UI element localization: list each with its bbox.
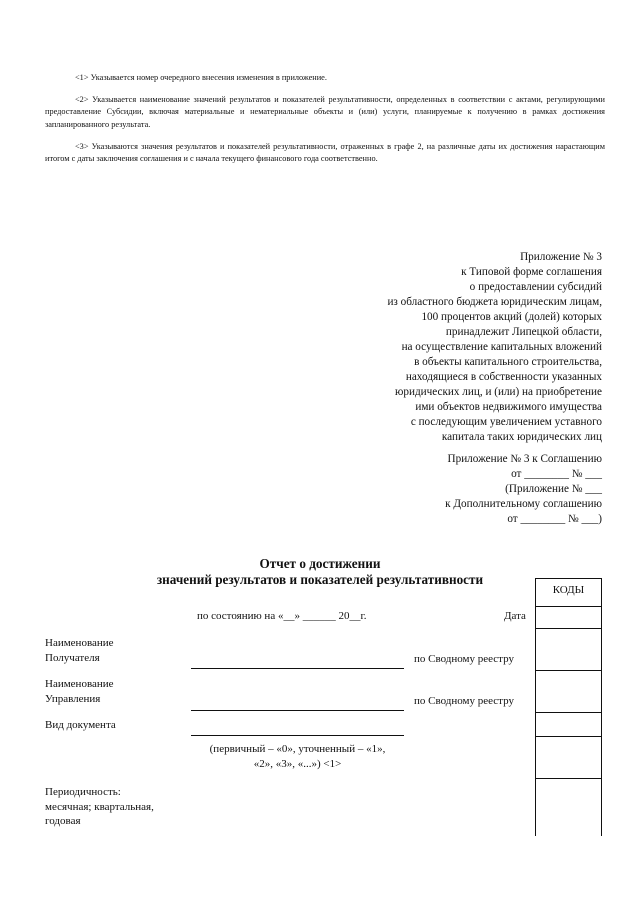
footnote-1: <1> Указывается номер очередного внесения изменения в приложение.: [75, 73, 327, 82]
appendix-line: в объекты капитального строительства,: [414, 356, 602, 368]
doc-type-field[interactable]: [191, 735, 404, 736]
recipient-name-field[interactable]: [191, 668, 404, 669]
footnote-2: <2> Указывается наименование значений результатов и показателей результативности, определенных в соответствии с актами, регулирующими предоставление Субсидии, включая материальные и нематериальные объекты и (или) услуги, планируемые к получению в рамках достижения запланированного результата.: [45, 95, 605, 129]
codes-row-divider: [535, 712, 602, 713]
date-label: Дата: [504, 610, 526, 622]
appendix-line: о предоставлении субсидий: [469, 281, 602, 293]
codes-row-divider: [535, 736, 602, 737]
agreement-line: (Приложение № ___: [505, 483, 602, 495]
codes-table: [535, 578, 602, 836]
registry-label-department: по Сводному реестру: [414, 695, 514, 707]
codes-header: КОДЫ: [552, 584, 585, 596]
appendix-line: находящиеся в собственности указанных: [405, 371, 602, 383]
codes-right-border: [601, 578, 602, 836]
agreement-line: от ________ № ___: [511, 468, 602, 480]
doc-type-hint: [191, 742, 404, 771]
agreement-line: Приложение № 3 к Соглашению: [447, 453, 602, 465]
codes-left-border: [535, 578, 536, 836]
recipient-label: [45, 636, 114, 665]
department-label-line1: Наименование: [45, 678, 114, 690]
registry-label-recipient: по Сводному реестру: [414, 653, 514, 665]
periodicity-label: [45, 785, 154, 829]
doc-type-label: Вид документа: [45, 719, 116, 731]
periodicity-line1: Периодичность:: [45, 786, 121, 798]
appendix-header: [387, 250, 602, 445]
appendix-line: ими объектов недвижимого имущества: [415, 401, 602, 413]
appendix-line: капитала таких юридических лиц: [441, 431, 602, 443]
department-name-field[interactable]: [191, 710, 404, 711]
codes-row-divider: [535, 606, 602, 607]
periodicity-line2: месячная; квартальная,: [45, 800, 154, 813]
agreement-header: [445, 452, 602, 527]
periodicity-line3: годовая: [45, 815, 81, 827]
department-label: [45, 677, 114, 706]
footnote-3: <3> Указываются значения результатов и показателей результативности, отраженных в графе 2, на различные даты их достижения нарастающим итогом с даты заключения соглашения и с начала текущего финансового года соответственно.: [45, 141, 605, 164]
recipient-label-line1: Наименование: [45, 637, 114, 649]
department-label-line2: Управления: [45, 692, 101, 705]
appendix-line: Приложение № 3: [520, 251, 602, 263]
recipient-label-line2: Получателя: [45, 651, 100, 664]
doc-type-hint-line2: «2», «3», «...») <1>: [253, 757, 342, 770]
appendix-line: принадлежит Липецкой области,: [445, 326, 602, 338]
report-title-line2: значений результатов и показателей результативности: [156, 572, 484, 587]
doc-type-hint-line1: (первичный – «0», уточненный – «1»,: [209, 743, 386, 755]
codes-row-divider: [535, 670, 602, 671]
appendix-line: с последующим увеличением уставного: [410, 416, 602, 428]
appendix-line: 100 процентов акций (долей) которых: [421, 311, 602, 323]
footnotes: [45, 72, 605, 165]
report-title-line1: Отчет о достижении: [259, 556, 381, 571]
agreement-line: от ________ № ___): [507, 513, 602, 525]
codes-row-divider: [535, 628, 602, 629]
as-of-date: по состоянию на «__» ______ 20__г.: [197, 610, 367, 622]
appendix-line: к Типовой форме соглашения: [461, 266, 602, 278]
appendix-line: из областного бюджета юридическим лицам,: [387, 296, 602, 308]
codes-top-border: [535, 578, 602, 579]
codes-row-divider: [535, 778, 602, 779]
appendix-line: на осуществление капитальных вложений: [401, 341, 602, 353]
agreement-line: к Дополнительному соглашению: [445, 498, 602, 510]
appendix-line: юридических лиц, и (или) на приобретение: [395, 386, 602, 398]
